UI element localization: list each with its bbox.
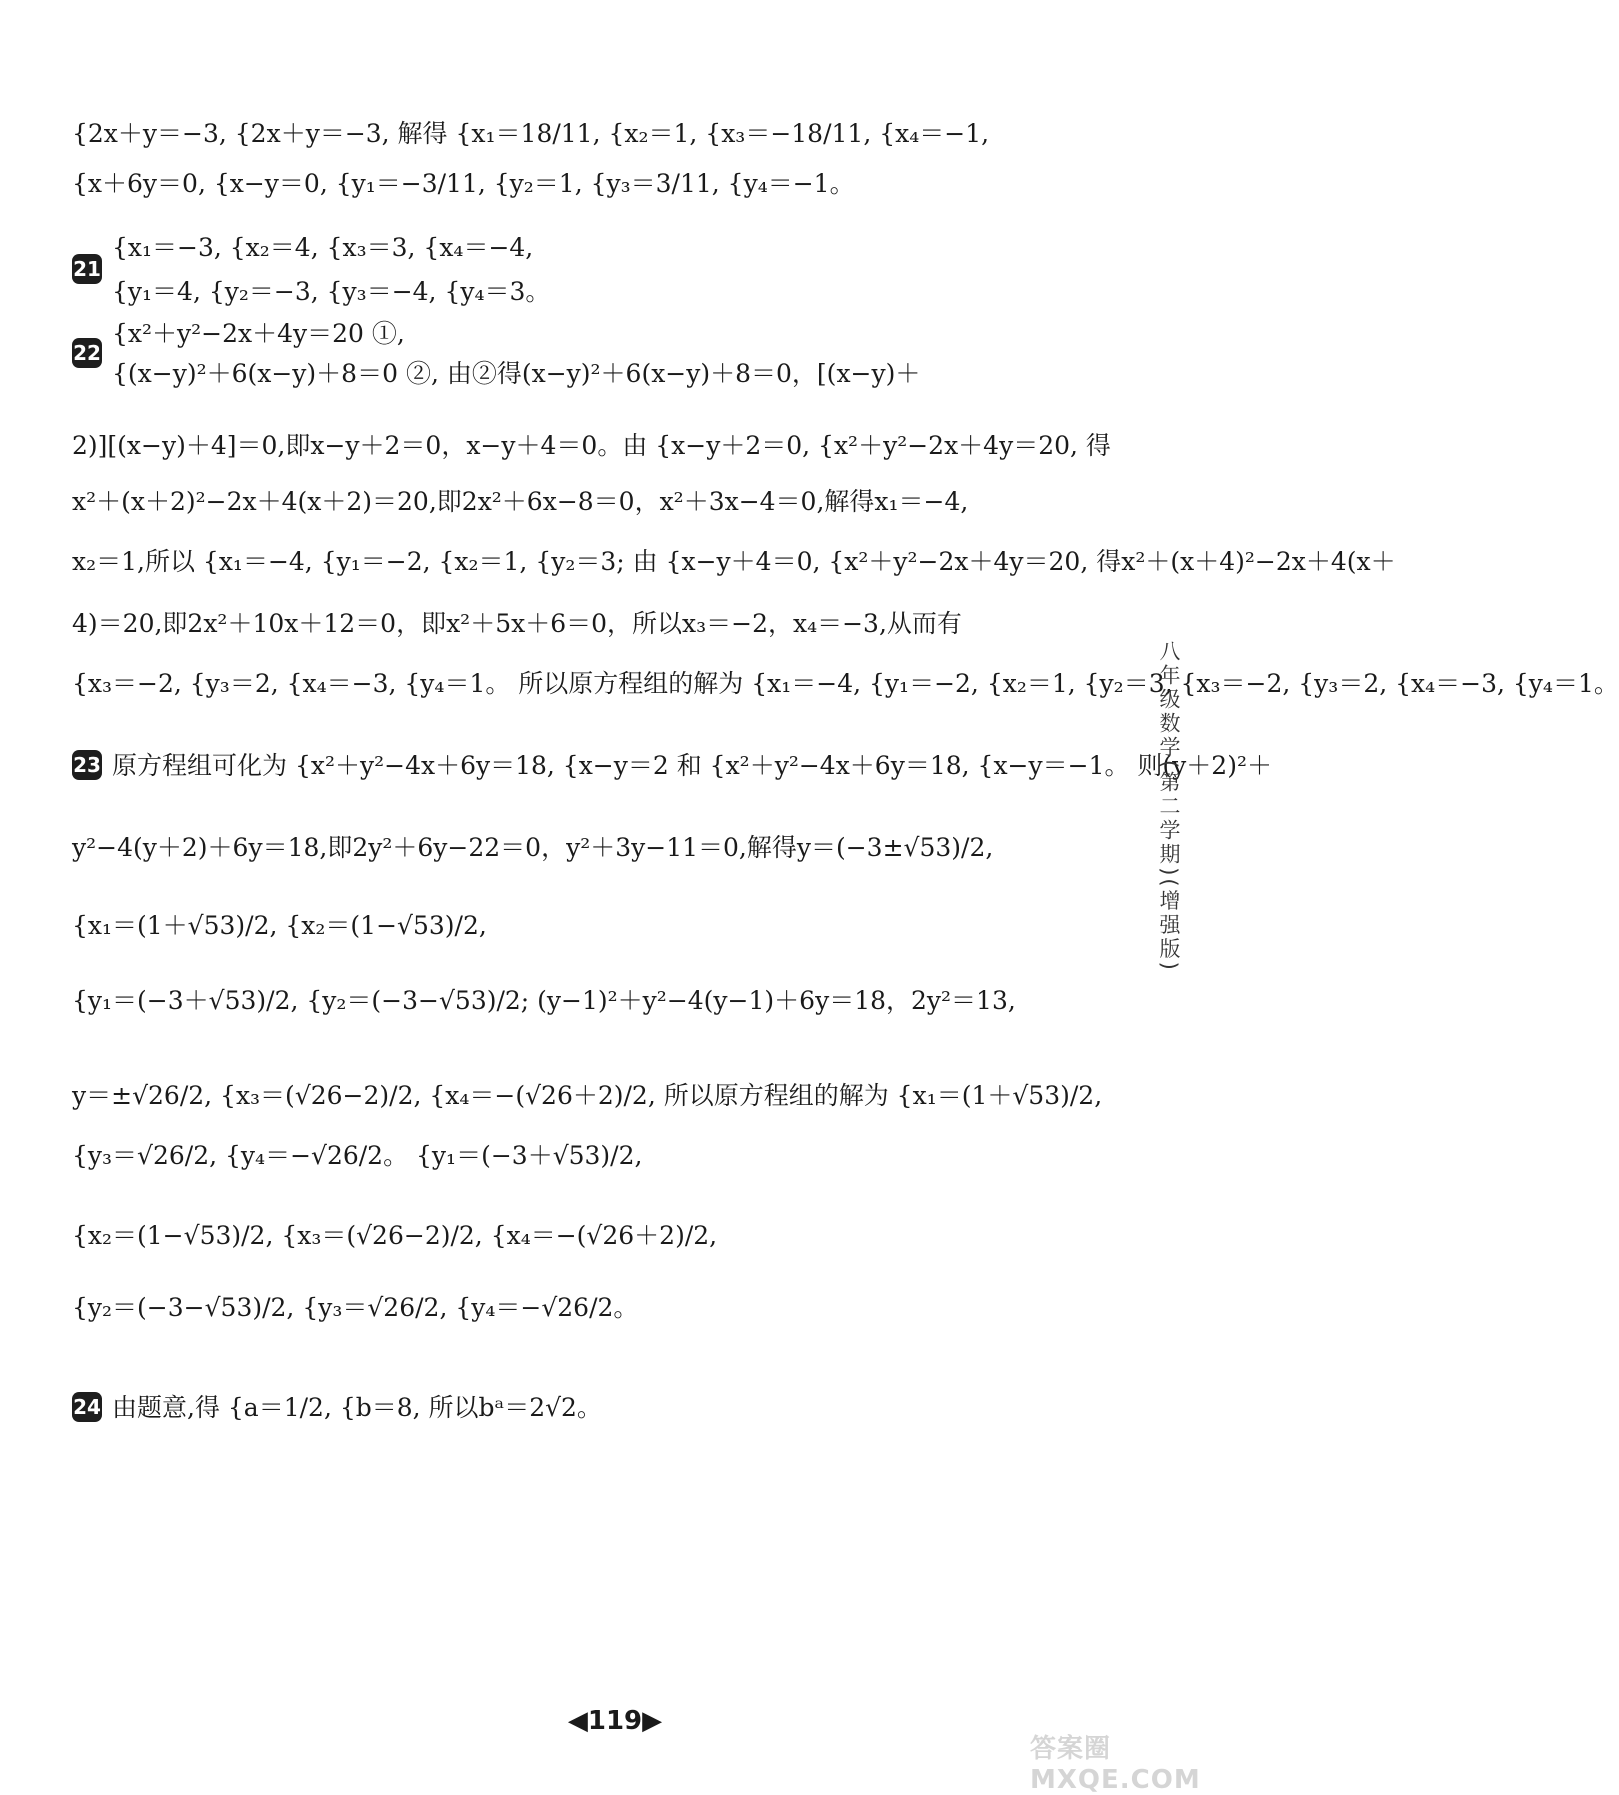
eq-line: 2)][(x−y)＋4]＝0,即x−y＋2＝0，x−y＋4＝0。由 {x−y＋2＝0, {x²＋y²−2x＋4y＝20, 得 [72,431,1111,460]
eq-line: {x₁＝−3, {x₂＝4, {x₃＝3, {x₄＝−4, [112,233,534,262]
problem-number-21: 21 [72,254,102,284]
eq-line: y²−4(y＋2)＋6y＝18,即2y²＋6y−22＝0，y²＋3y−11＝0,解得y＝(−3±√53)/2, [72,833,994,862]
side-title: 八年级数学(第二学期)(增强版) [1157,640,1181,973]
eq-line: 原方程组可化为 {x²＋y²−4x＋6y＝18, {x−y＝2 和 {x²＋y²−4x＋6y＝18, {x−y＝−1。 则(y＋2)²＋ [112,751,1272,780]
eq-line: {x₃＝−2, {y₃＝2, {x₄＝−3, {y₄＝1。 所以原方程组的解为 {x₁＝−4, {y₁＝−2, {x₂＝1, {y₂＝3, {x₃＝−2, {y₃＝2, {x₄＝−3, {y₄＝1。 [72,669,1619,698]
eq-line: {(x−y)²＋6(x−y)＋8＝0 ②, 由②得(x−y)²＋6(x−y)＋8＝0，[(x−y)＋ [112,359,921,388]
eq-line: 4)＝20,即2x²＋10x＋12＝0，即x²＋5x＋6＝0，所以x₃＝−2，x₄＝−3,从而有 [72,609,962,638]
eq-line: x₂＝1,所以 {x₁＝−4, {y₁＝−2, {x₂＝1, {y₂＝3; 由 {x−y＋4＝0, {x²＋y²−2x＋4y＝20, 得x²＋(x＋4)²−2x＋4(x＋ [72,547,1396,576]
eq-line: {x₂＝(1−√53)/2, {x₃＝(√26−2)/2, {x₄＝−(√26＋2)/2, [72,1221,718,1250]
page-number: ◀119▶ [567,1706,663,1736]
eq-line: {2x＋y＝−3, {2x＋y＝−3, 解得 {x₁＝18/11, {x₂＝1, {x₃＝−18/11, {x₄＝−1, [72,119,990,148]
eq-line: y＝±√26/2, {x₃＝(√26−2)/2, {x₄＝−(√26＋2)/2, 所以原方程组的解为 {x₁＝(1＋√53)/2, [72,1081,1103,1110]
problem-number-24: 24 [72,1392,102,1422]
eq-line: {y₃＝√26/2, {y₄＝−√26/2。 {y₁＝(−3＋√53)/2, [72,1141,643,1170]
eq-line: {y₁＝(−3＋√53)/2, {y₂＝(−3−√53)/2; (y−1)²＋y²−4(y−1)＋6y＝18，2y²＝13, [72,986,1016,1015]
problem-number-22: 22 [72,338,102,368]
eq-line: {x²＋y²−2x＋4y＝20 ①, [112,319,405,348]
eq-line: {y₂＝(−3−√53)/2, {y₃＝√26/2, {y₄＝−√26/2。 [72,1293,639,1322]
eq-line: {x₁＝(1＋√53)/2, {x₂＝(1−√53)/2, [72,911,487,940]
eq-line: x²＋(x＋2)²−2x＋4(x＋2)＝20,即2x²＋6x−8＝0，x²＋3x−4＝0,解得x₁＝−4, [72,487,969,516]
watermark: 答案圈 MXQE.COM [1030,1734,1201,1795]
eq-line: 由题意,得 {a＝1/2, {b＝8, 所以bᵃ＝2√2。 [112,1393,602,1422]
eq-line: {y₁＝4, {y₂＝−3, {y₃＝−4, {y₄＝3。 [112,277,551,306]
eq-line: {x＋6y＝0, {x−y＝0, {y₁＝−3/11, {y₂＝1, {y₃＝3/11, {y₄＝−1。 [72,169,855,198]
problem-number-23: 23 [72,750,102,780]
